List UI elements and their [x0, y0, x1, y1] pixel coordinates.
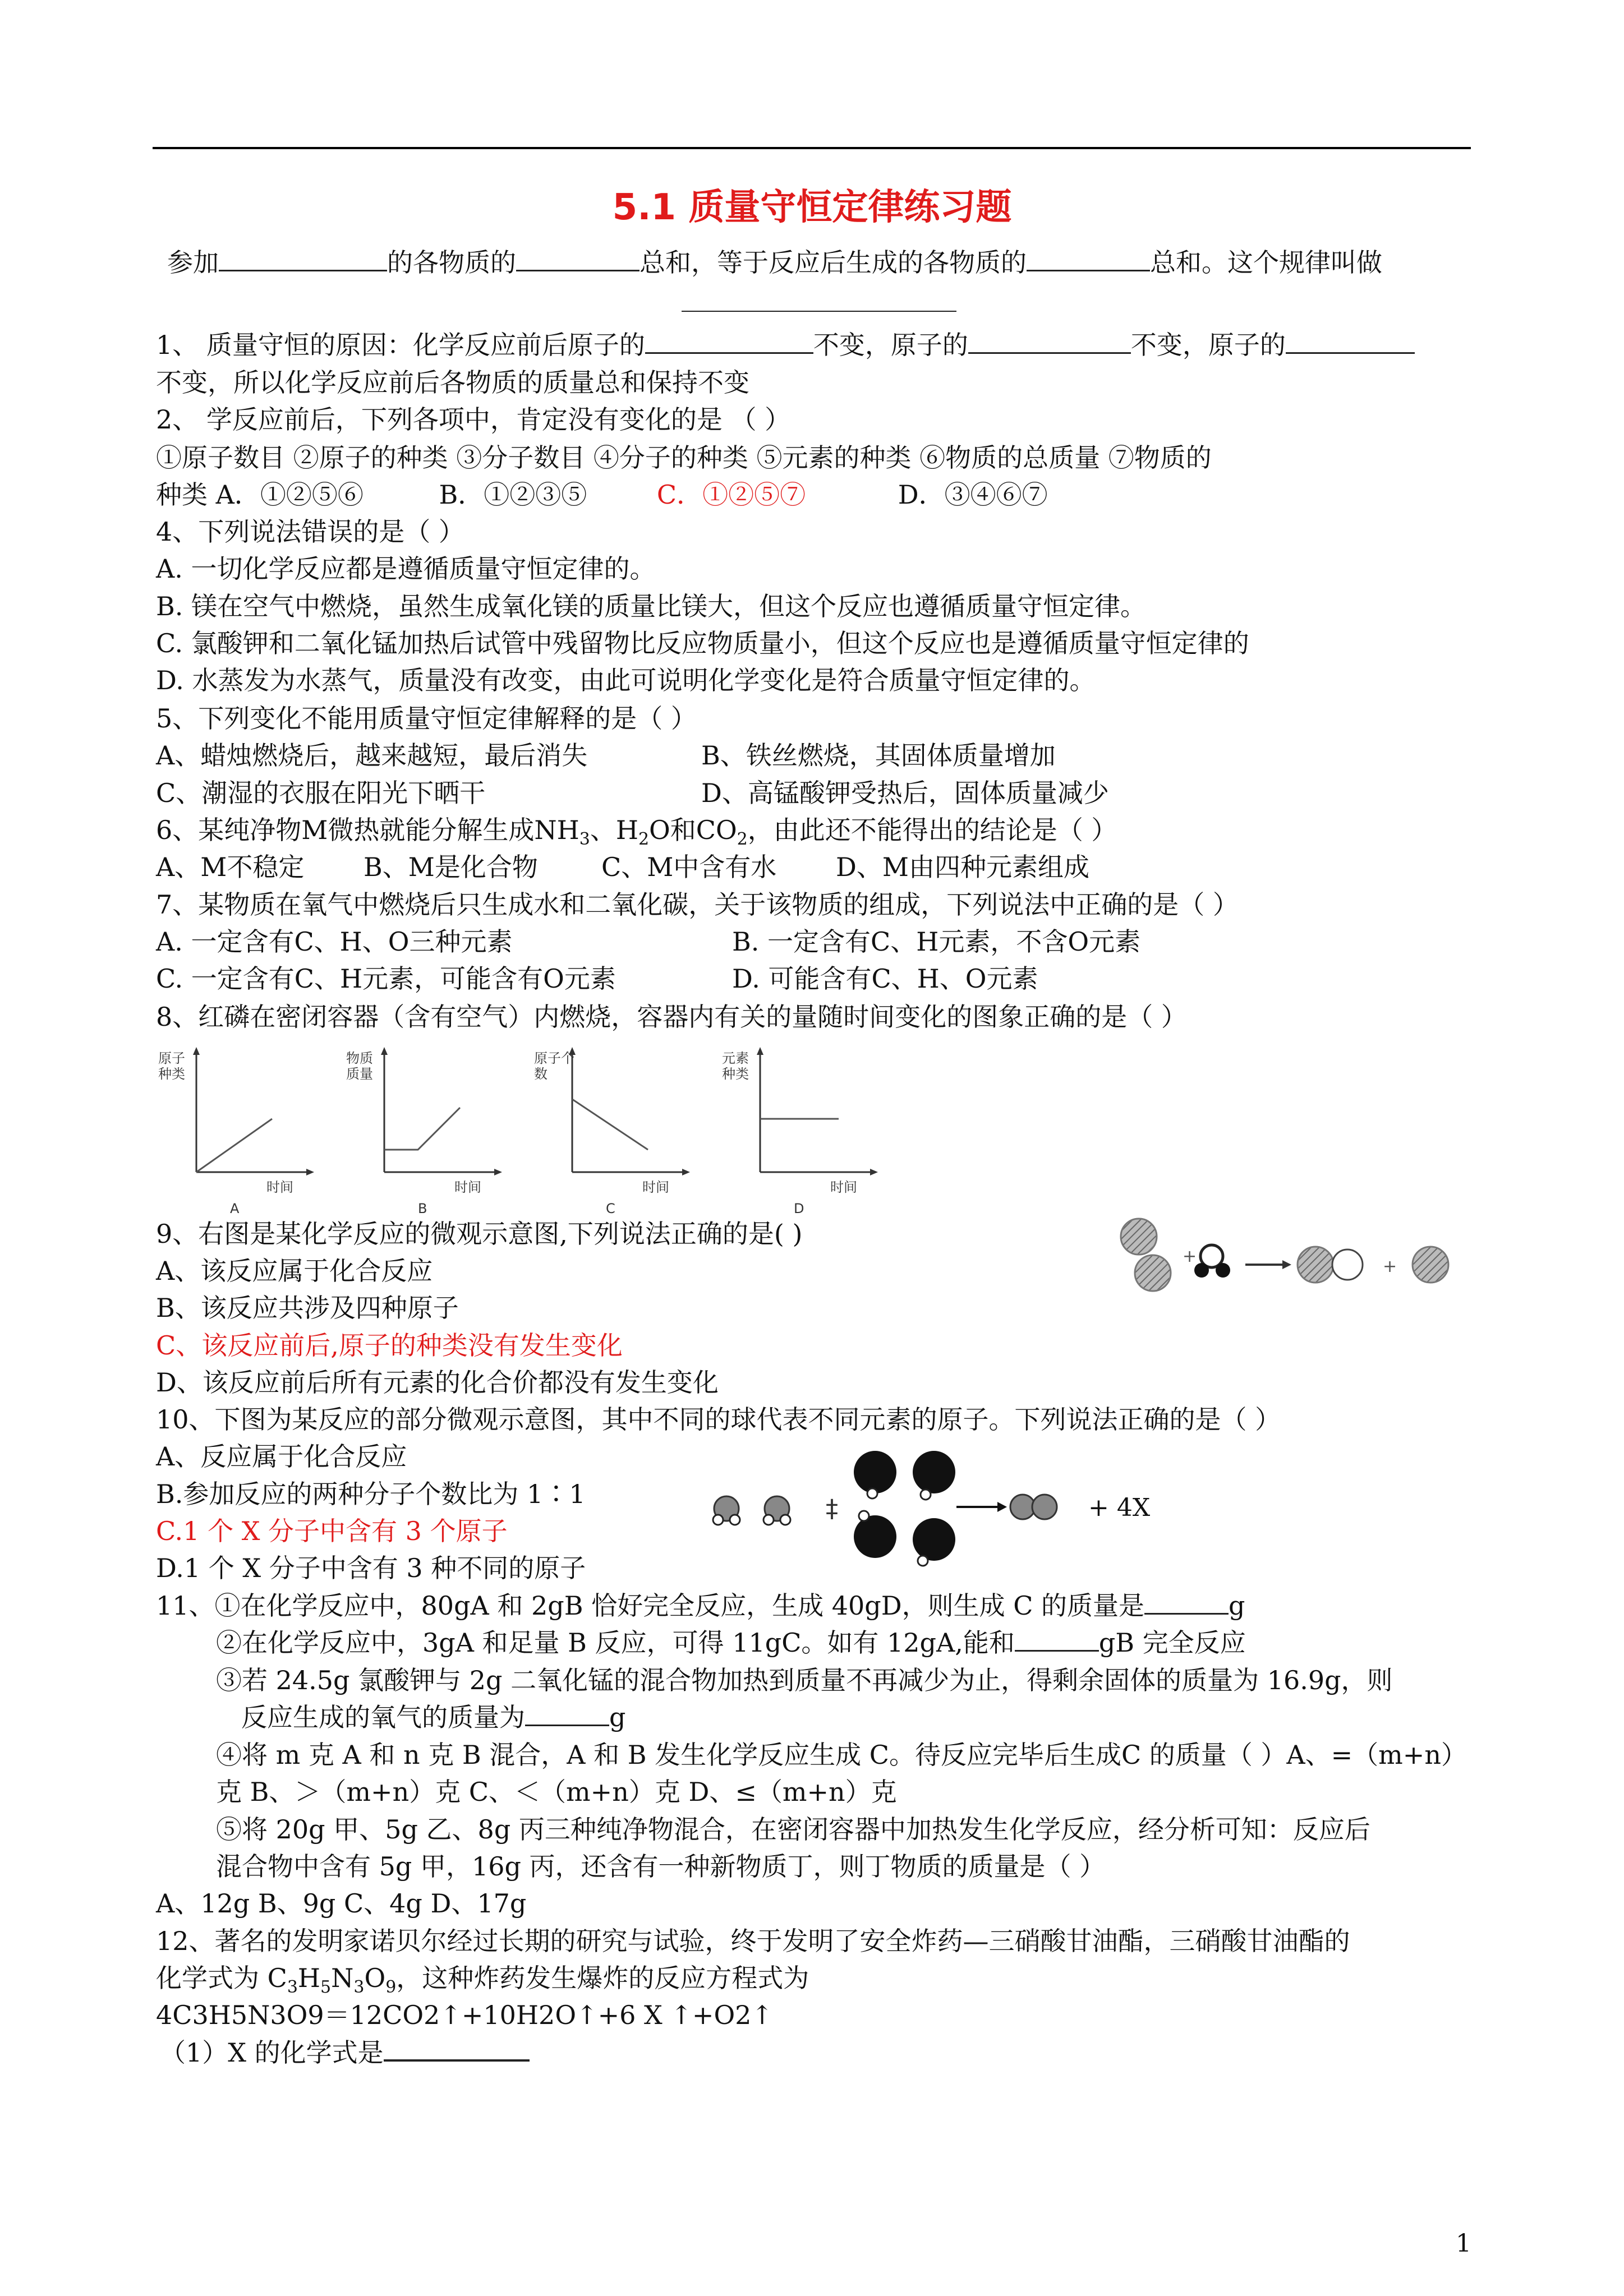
q6-text-3: O和CO	[649, 815, 737, 845]
q4-option-b: B. 镁在空气中燃烧，虽然生成氧化镁的质量比镁大，但这个反应也遵循质量守恒定律。	[156, 591, 1147, 621]
q11-blank-3[interactable]	[525, 1701, 609, 1726]
q11-line-9: A、12g B、9g C、4g D、17g	[156, 1888, 527, 1919]
hatched-atom	[1121, 1219, 1157, 1255]
q10-option-c: C.1 个 X 分子中含有 3 个原子	[156, 1516, 508, 1546]
q2-option-c: C．①②⑤⑦	[656, 480, 806, 510]
graph-c-xlabel: 时间	[642, 1179, 669, 1195]
white-atom	[730, 1515, 740, 1525]
q1-blank-2[interactable]	[968, 329, 1131, 354]
q12-text-1: 化学式为 C	[156, 1963, 287, 1993]
q12-sub1-text: （1）X 的化学式是	[160, 2037, 384, 2068]
q12-sub-2: 5	[320, 1977, 332, 1998]
header-rule	[153, 147, 1471, 149]
arrow-head	[997, 1502, 1007, 1512]
q10-stem: 10、下图为某反应的部分微观示意图，其中不同的球代表不同元素的原子。下列说法正确的是（ ）	[156, 1404, 1281, 1435]
q11-line-6: 克 B、＞（m+n）克 C、＜（m+n）克 D、≤（m+n）克	[216, 1777, 897, 1807]
white-atom	[763, 1515, 774, 1525]
white-atom	[713, 1515, 723, 1525]
q7-option-c: C. 一定含有C、H元素，可能含有O元素	[156, 963, 616, 994]
q11-text-1: 11、①在化学反应中，80gA 和 2gB 恰好完全反应，生成 40gD，则生成 C 的质量是	[156, 1590, 1145, 1621]
plus-sign: +	[1183, 1247, 1197, 1266]
q2-options	[156, 478, 1048, 511]
graph-c-label: C	[606, 1201, 615, 1216]
white-atom	[780, 1515, 790, 1525]
q12-text-2: H	[297, 1963, 321, 1993]
black-atom	[854, 1451, 896, 1493]
q11-line-7: ⑤将 20g 甲、5g 乙、8g 丙三种纯净物混合，在密闭容器中加热发生化学反应，经分析可知：反应后	[216, 1814, 1370, 1845]
q7-option-d: D. 可能含有C、H、O元素	[732, 963, 1038, 994]
blank-4[interactable]	[682, 287, 956, 312]
q6-text-1: 6、某纯净物M微热就能分解生成NH	[156, 815, 579, 845]
graph-a-ylabel-1: 原子	[158, 1050, 185, 1066]
q12-sub-1: 3	[287, 1977, 298, 1998]
q4-stem: 4、下列说法错误的是（ ）	[156, 517, 464, 547]
q11-blank-2[interactable]	[1015, 1626, 1099, 1652]
q12-text-3: N	[331, 1963, 354, 1993]
q12-sub-3: 3	[353, 1977, 365, 1998]
q1-text-2: 不变，原子的	[813, 330, 968, 360]
q12-sub-4: 9	[385, 1977, 397, 1998]
q10-option-d: D.1 个 X 分子中含有 3 种不同的原子	[156, 1553, 586, 1583]
q6-sub-2: 2	[638, 829, 650, 850]
graph-b-ylabel-2: 质量	[346, 1066, 373, 1082]
blank-3[interactable]	[1027, 246, 1150, 271]
hatched-atom	[1298, 1247, 1333, 1283]
hatched-atom	[1413, 1247, 1448, 1283]
q10-option-b: B.参加反应的两种分子个数比为 1∶1	[156, 1479, 586, 1509]
q11-line-3: ③若 24.5g 氯酸钾与 2g 二氧化锰的混合物加热到质量不再减少为止，得剩余固体的质量为 16.9g，则	[216, 1665, 1393, 1695]
q6-sub-3: 2	[737, 829, 748, 850]
q11-line-8: 混合物中含有 5g 甲，16g 丙，还含有一种新物质丁，则丁物质的质量是（ ）	[216, 1851, 1106, 1882]
graph-a-xlabel: 时间	[266, 1179, 293, 1195]
graph-c-ylabel-2: 数	[534, 1066, 548, 1082]
graph-b	[346, 1047, 502, 1216]
q11-unit-3: g	[609, 1702, 626, 1732]
intro-text-3: 总和，等于反应后生成的各物质的	[640, 247, 1027, 278]
graph-d	[722, 1047, 878, 1216]
intro-line-2	[682, 286, 956, 320]
q7-option-a: A. 一定含有C、H、O三种元素	[156, 926, 513, 957]
q11-line-2	[216, 1626, 1246, 1659]
q1-text-1: 1、 质量守恒的原因：化学反应前后原子的	[156, 330, 645, 360]
q5-option-b: B、铁丝燃烧，其固体质量增加	[701, 740, 1056, 771]
q11-text-2: ②在化学反应中，3gA 和足量 B 反应，可得 11gC。如有 12gA,能和	[216, 1628, 1015, 1658]
q2-stem: 2、 学反应前后，下列各项中，肯定没有变化的是 （ ）	[156, 404, 791, 435]
q2-option-a: 种类 A．①②⑤⑥	[156, 480, 364, 510]
q9-option-c: C、该反应前后,原子的种类没有发生变化	[156, 1330, 623, 1361]
intro-text-4: 总和。这个规律叫做	[1150, 247, 1382, 278]
intro-text-1: 参加	[167, 247, 219, 278]
grey-atom	[1010, 1495, 1035, 1519]
intro-text-2: 的各物质的	[387, 247, 516, 278]
q8-stem: 8、红磷在密闭容器（含有空气）内燃烧，容器内有关的量随时间变化的图象正确的是（ ）	[156, 1002, 1187, 1032]
q2-option-b: B．①②③⑤	[439, 480, 587, 510]
q7-stem: 7、某物质在氧气中燃烧后只生成水和二氧化碳，关于该物质的组成，下列说法中正确的是（ ）	[156, 889, 1239, 920]
q11-text-4: 反应生成的氧气的质量为	[241, 1702, 525, 1732]
q5-option-a: A、蜡烛燃烧后，越来越短，最后消失	[156, 740, 588, 771]
blank-2[interactable]	[516, 246, 640, 271]
q1-blank-1[interactable]	[645, 329, 813, 354]
q2-option-d: D．③④⑥⑦	[898, 480, 1048, 510]
graph-d-label: D	[794, 1201, 804, 1216]
q1-text-3: 不变，原子的	[1130, 330, 1286, 360]
product-x: + 4X	[1088, 1493, 1151, 1522]
q12-text-5: ，这种炸药发生爆炸的反应方程式为	[396, 1963, 809, 1993]
white-atom	[867, 1488, 877, 1499]
q6-option-b: B、M是化合物	[364, 852, 538, 882]
graph-c	[534, 1047, 690, 1216]
black-atom	[913, 1451, 955, 1493]
q11-unit-1: g	[1229, 1590, 1245, 1621]
hollow-atom	[1332, 1250, 1363, 1280]
q4-option-c: C. 氯酸钾和二氧化锰加热后试管中残留物比反应物质量小，但这个反应也是遵循质量守恒定律的	[156, 628, 1249, 658]
intro-line	[167, 246, 1382, 279]
q1-line-2: 不变，所以化学反应前后各物质的质量总和保持不变	[156, 367, 749, 398]
black-atom	[854, 1515, 896, 1558]
q11-line-5: ④将 m 克 A 和 n 克 B 混合，A 和 B 发生化学反应生成 C。待反应完毕后生成C 的质量（ ）A、=（m+n）	[216, 1740, 1467, 1770]
white-atom	[918, 1556, 928, 1566]
q5-option-c: C、潮湿的衣服在阳光下晒干	[156, 778, 486, 808]
graph-d-xlabel: 时间	[830, 1179, 857, 1195]
q12-blank-1[interactable]	[384, 2036, 530, 2062]
q6-option-a: A、M不稳定	[156, 852, 305, 882]
q12-equation: 4C3H5N3O9＝12CO2↑+10H2O↑+6 X ↑+O2↑	[156, 2000, 773, 2030]
q12-text-4: O	[364, 1963, 386, 1993]
graph-d-ylabel-1: 元素	[722, 1050, 749, 1066]
q11-blank-1[interactable]	[1144, 1589, 1229, 1615]
q1-line-1	[156, 328, 1415, 362]
graph-c-ylabel-1: 原子个	[534, 1050, 574, 1066]
q11-line-4	[241, 1700, 625, 1734]
q1-blank-3[interactable]	[1286, 329, 1415, 354]
black-atom	[1216, 1263, 1230, 1278]
q6-sub-1: 3	[579, 829, 590, 850]
grey-atom	[1032, 1495, 1057, 1519]
q7-option-b: B. 一定含有C、H元素，不含O元素	[732, 926, 1141, 957]
graph-a	[158, 1047, 314, 1216]
graph-a-ylabel-2: 种类	[158, 1066, 185, 1082]
arrow-head	[1282, 1260, 1291, 1269]
q6-option-c: C、M中含有水	[601, 852, 777, 882]
q9-stem: 9、右图是某化学反应的微观示意图,下列说法正确的是( )	[156, 1219, 803, 1249]
graph-b-label: B	[418, 1201, 427, 1216]
q6-option-d: D、M由四种元素组成	[836, 852, 1089, 882]
white-atom	[921, 1490, 931, 1500]
plus-sign: +	[1383, 1257, 1397, 1276]
graph-b-ylabel-1: 物质	[346, 1050, 373, 1066]
q11-line-1	[156, 1589, 1245, 1622]
q8-graphs	[157, 1040, 886, 1220]
q4-option-a: A. 一切化学反应都是遵循质量守恒定律的。	[156, 554, 656, 584]
q6-text-4: ，由此还不能得出的结论是（ ）	[747, 815, 1117, 845]
q5-stem: 5、下列变化不能用质量守恒定律解释的是（ ）	[156, 703, 697, 734]
graph-d-ylabel-2: 种类	[722, 1066, 749, 1082]
q10-micro-diagram	[696, 1450, 1161, 1573]
plus-sign: ‡	[826, 1495, 838, 1523]
blank-1[interactable]	[219, 246, 387, 271]
black-atom	[913, 1518, 955, 1561]
white-atom	[859, 1511, 869, 1521]
q9-micro-diagram	[1116, 1211, 1475, 1324]
graph-b-xlabel: 时间	[454, 1179, 481, 1195]
q9-option-d: D、该反应前后所有元素的化合价都没有发生变化	[156, 1367, 719, 1398]
q2-items: ①原子数目 ②原子的种类 ③分子数目 ④分子的种类 ⑤元素的种类 ⑥物质的总质量 ⑦物质的	[156, 442, 1212, 473]
q6-text-2: 、H	[590, 815, 638, 845]
q12-line-1: 12、著名的发明家诺贝尔经过长期的研究与试验，终于发明了安全炸药—三硝酸甘油酯，三硝酸甘油酯的	[156, 1926, 1350, 1956]
q11-unit-2: gB 完全反应	[1098, 1628, 1246, 1658]
graph-a-label: A	[230, 1201, 240, 1216]
hatched-atom	[1135, 1255, 1171, 1291]
q12-sub-question-1	[160, 2036, 530, 2069]
q9-option-b: B、该反应共涉及四种原子	[156, 1293, 459, 1323]
black-atom	[1194, 1263, 1209, 1278]
q9-option-a: A、该反应属于化合反应	[156, 1256, 433, 1286]
q10-option-a: A、反应属于化合反应	[156, 1441, 407, 1472]
page-title: 5.1 质量守恒定律练习题	[612, 187, 1012, 228]
q5-option-d: D、高锰酸钾受热后，固体质量减少	[701, 778, 1109, 808]
page-number: 1	[1456, 2229, 1471, 2258]
q4-option-d: D. 水蒸发为水蒸气，质量没有改变，由此可说明化学变化是符合质量守恒定律的。	[156, 665, 1096, 695]
